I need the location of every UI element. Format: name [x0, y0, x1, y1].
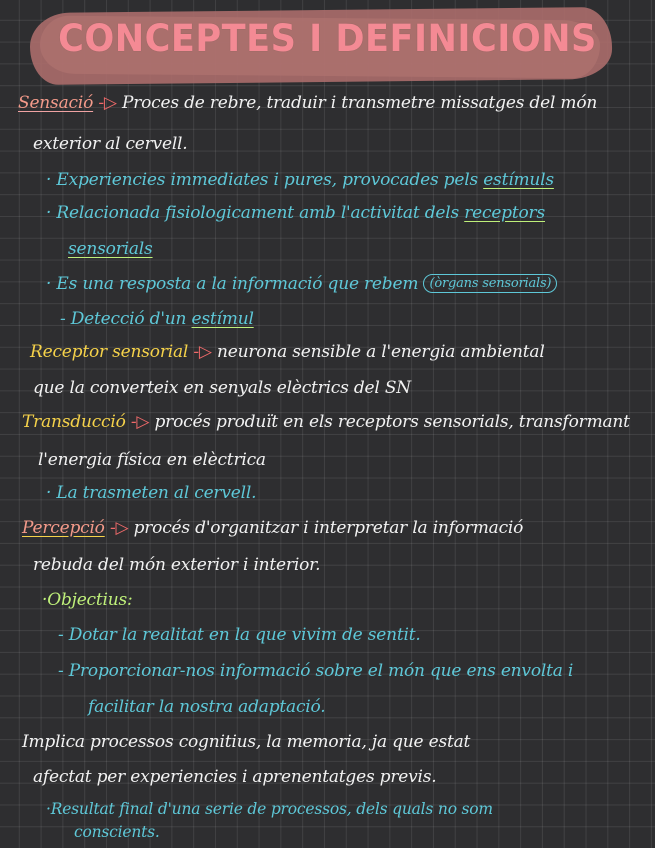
percepcio-objective-2-cont: facilitar la nostra adaptació. [88, 697, 326, 717]
receptor-definition: neurona sensible a l'energia ambiental [217, 342, 545, 362]
bullet-text: · Es una resposta a la informació que rebem [46, 274, 424, 294]
arrow-icon: -▷ [109, 518, 129, 538]
percepcio-definition-line-1 [22, 518, 523, 538]
receptor-definition-line-2: que la converteix en senyals elèctrics del SN [33, 378, 411, 398]
arrow-icon: -▷ [130, 412, 150, 432]
keyword-sensorials: sensorials [68, 239, 153, 259]
percepcio-implica-line-1: Implica processos cognitius, la memoria, ja que estat [22, 732, 471, 752]
receptor-definition-line-1 [30, 342, 545, 362]
arrow-icon: -▷ [98, 93, 117, 113]
page-title: CONCEPTES I DEFINICIONS [58, 17, 597, 60]
term-percepcio: Percepció [22, 518, 105, 538]
transduccio-definition: procés produït en els receptors sensorials, transformant [154, 412, 630, 432]
sensacio-bullet-2 [46, 203, 545, 223]
sensacio-bullet-1 [46, 170, 554, 190]
term-sensacio: Sensació [18, 93, 94, 113]
percepcio-definition-line-2: rebuda del món exterior i interior. [33, 555, 321, 575]
sensacio-bullet-4 [60, 309, 254, 329]
percepcio-objective-1: - Dotar la realitat en la que vivim de sentit. [58, 625, 421, 645]
title-banner [0, 0, 655, 90]
percepcio-resultat-line-2: conscients. [74, 823, 160, 841]
sensacio-definition-line-2: exterior al cervell. [33, 134, 188, 154]
term-transduccio: Transducció [22, 412, 126, 432]
percepcio-implica-line-2: afectat per experiencies i aprenentatges previs. [33, 767, 437, 787]
sensacio-definition-line-1 [18, 93, 597, 113]
term-receptor-sensorial: Receptor sensorial [30, 342, 189, 362]
percepcio-definition: procés d'organitzar i interpretar la informació [133, 518, 524, 538]
transduccio-definition-line-2: l'energia física en elèctrica [38, 450, 266, 470]
sensacio-bullet-2-cont [68, 239, 153, 259]
keyword-estimuls: estímuls [483, 170, 554, 190]
transduccio-bullet-1: · La trasmeten al cervell. [46, 483, 257, 503]
arrow-icon: -▷ [193, 342, 212, 362]
percepcio-objective-2: - Proporcionar-nos informació sobre el món que ens envolta i [58, 661, 574, 681]
sensacio-bullet-3 [46, 274, 557, 294]
percepcio-objectius-heading: ·Objectius: [42, 590, 133, 610]
bullet-text: · Relacionada fisiologicament amb l'activitat dels [46, 203, 465, 223]
keyword-estimul: estímul [191, 309, 254, 329]
bullet-text: - Detecció d'un [60, 309, 192, 329]
note-organs-sensorials: (òrgans sensorials) [423, 274, 557, 293]
sensacio-definition: Proces de rebre, traduir i transmetre missatges del món [121, 93, 598, 113]
keyword-receptors: receptors [464, 203, 545, 223]
percepcio-resultat-line-1: ·Resultat final d'una serie de processos, dels quals no som [46, 800, 493, 818]
transduccio-definition-line-1 [22, 412, 630, 432]
bullet-text: · Experiencies immediates i pures, provocades pels [46, 170, 484, 190]
